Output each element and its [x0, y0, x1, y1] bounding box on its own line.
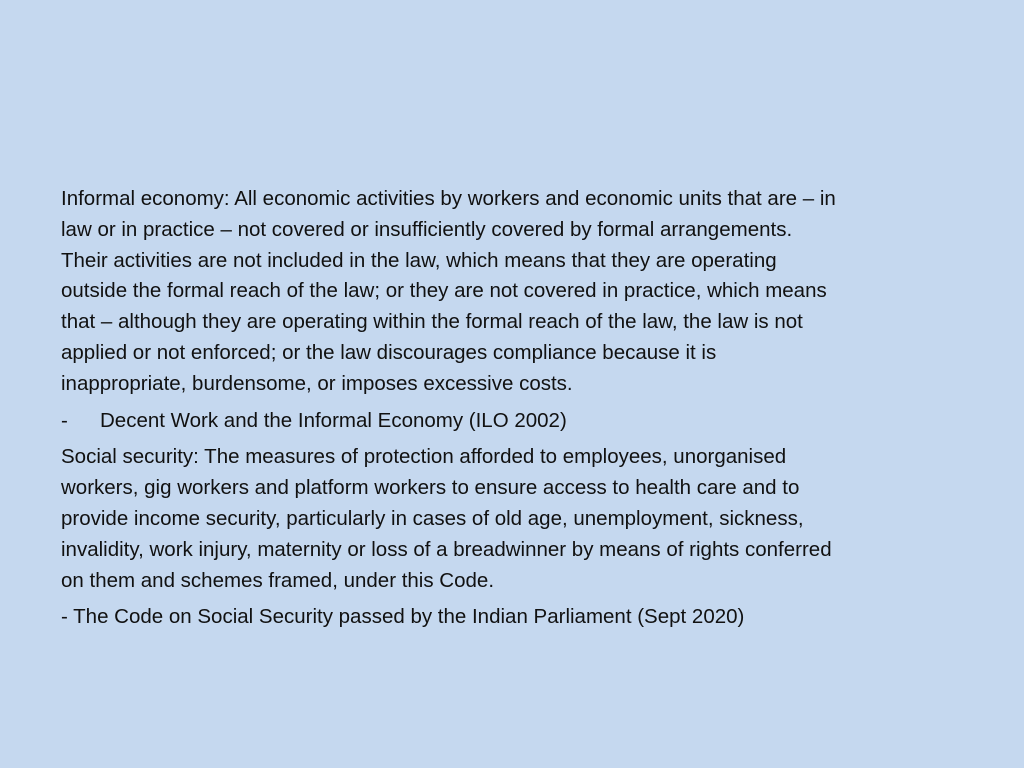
- informal-economy-definition: Informal economy: All economic activities by workers and economic units that are – in law or in practice – not covered or insufficiently covered by formal arrangements. Their activities are not included in the law, which means that they are operating outside the formal reach of the law; or they are not covered in practice, which means that – although they are operating within the formal reach of the law, the law is not applied or not enforced; or the law discourages compliance because it is inappropriate, burdensome, or imposes excessive costs.: [61, 187, 836, 395]
- ilo-source-citation: [61, 406, 971, 437]
- social-security-definition: Social security: The measures of protection afforded to employees, unorganised workers, gig workers and platform workers to ensure access to health care and to provide income security, particularly in cases of old age, unemployment, sickness, invalidity, work injury, maternity or loss of a breadwinner by means of rights conferred on them and schemes framed, under this Code.: [61, 445, 832, 592]
- citation-dash: -: [61, 408, 68, 432]
- slide-body: [61, 184, 971, 639]
- code-source-citation: - The Code on Social Security passed by the Indian Parliament (Sept 2020): [61, 605, 745, 629]
- ilo-source-text: Decent Work and the Informal Economy (ILO 2002): [100, 408, 567, 432]
